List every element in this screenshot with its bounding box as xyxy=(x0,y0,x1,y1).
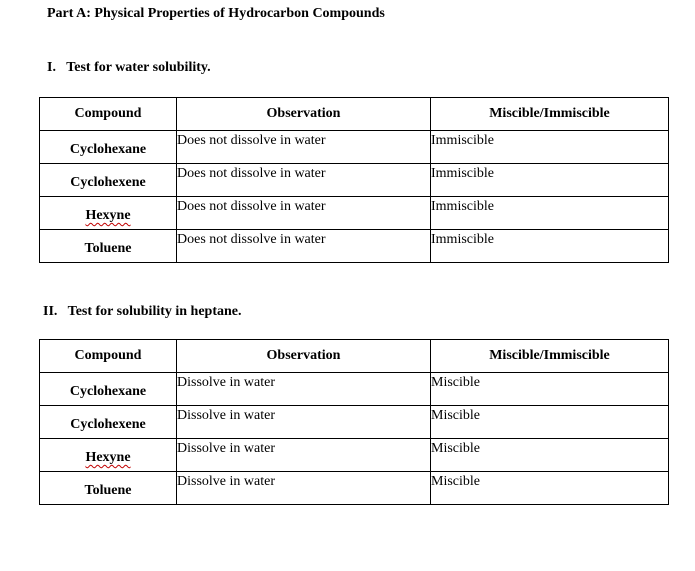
column-header-compound: Compound xyxy=(40,98,177,131)
miscibility-cell: Miscible xyxy=(431,406,669,439)
observation-cell: Dissolve in water xyxy=(177,406,431,439)
compound-cell xyxy=(40,373,177,406)
miscibility-cell: Immiscible xyxy=(431,164,669,197)
compound-cell xyxy=(40,164,177,197)
compound-name: Cyclohexane xyxy=(69,384,147,399)
compound-cell xyxy=(40,406,177,439)
compound-cell xyxy=(40,472,177,505)
compound-name: Cyclohexene xyxy=(70,417,146,432)
section-1-title: I. Test for water solubility. xyxy=(47,60,211,75)
miscibility-cell: Miscible xyxy=(431,439,669,472)
table-row xyxy=(40,472,669,505)
compound-name: Toluene xyxy=(84,241,132,256)
compound-name: Toluene xyxy=(84,483,132,498)
water-solubility-table xyxy=(39,97,669,263)
table-row xyxy=(40,406,669,439)
observation-cell: Dissolve in water xyxy=(177,373,431,406)
compound-cell xyxy=(40,230,177,263)
table-row xyxy=(40,373,669,406)
compound-cell xyxy=(40,439,177,472)
compound-name: Hexyne xyxy=(85,450,131,465)
compound-cell xyxy=(40,131,177,164)
compound-name: Hexyne xyxy=(85,208,131,223)
miscibility-cell: Immiscible xyxy=(431,131,669,164)
compound-cell xyxy=(40,197,177,230)
column-header-observation: Observation xyxy=(177,340,431,373)
column-header-miscibility: Miscible/Immiscible xyxy=(431,340,669,373)
miscibility-cell: Miscible xyxy=(431,373,669,406)
table-header-row xyxy=(40,98,669,131)
table-header-row xyxy=(40,340,669,373)
table-row xyxy=(40,439,669,472)
compound-name: Cyclohexane xyxy=(69,142,147,157)
observation-cell: Dissolve in water xyxy=(177,472,431,505)
column-header-miscibility: Miscible/Immiscible xyxy=(431,98,669,131)
column-header-compound: Compound xyxy=(40,340,177,373)
page-title: Part A: Physical Properties of Hydrocarbon Compounds xyxy=(47,6,385,21)
observation-cell: Does not dissolve in water xyxy=(177,197,431,230)
observation-cell: Does not dissolve in water xyxy=(177,230,431,263)
section-2-title: II. Test for solubility in heptane. xyxy=(43,304,242,319)
miscibility-cell: Immiscible xyxy=(431,197,669,230)
miscibility-cell: Miscible xyxy=(431,472,669,505)
observation-cell: Dissolve in water xyxy=(177,439,431,472)
table-row xyxy=(40,131,669,164)
observation-cell: Does not dissolve in water xyxy=(177,131,431,164)
table-row xyxy=(40,197,669,230)
miscibility-cell: Immiscible xyxy=(431,230,669,263)
compound-name: Cyclohexene xyxy=(70,175,146,190)
table-row xyxy=(40,164,669,197)
observation-cell: Does not dissolve in water xyxy=(177,164,431,197)
heptane-solubility-table xyxy=(39,339,669,505)
column-header-observation: Observation xyxy=(177,98,431,131)
table-row xyxy=(40,230,669,263)
